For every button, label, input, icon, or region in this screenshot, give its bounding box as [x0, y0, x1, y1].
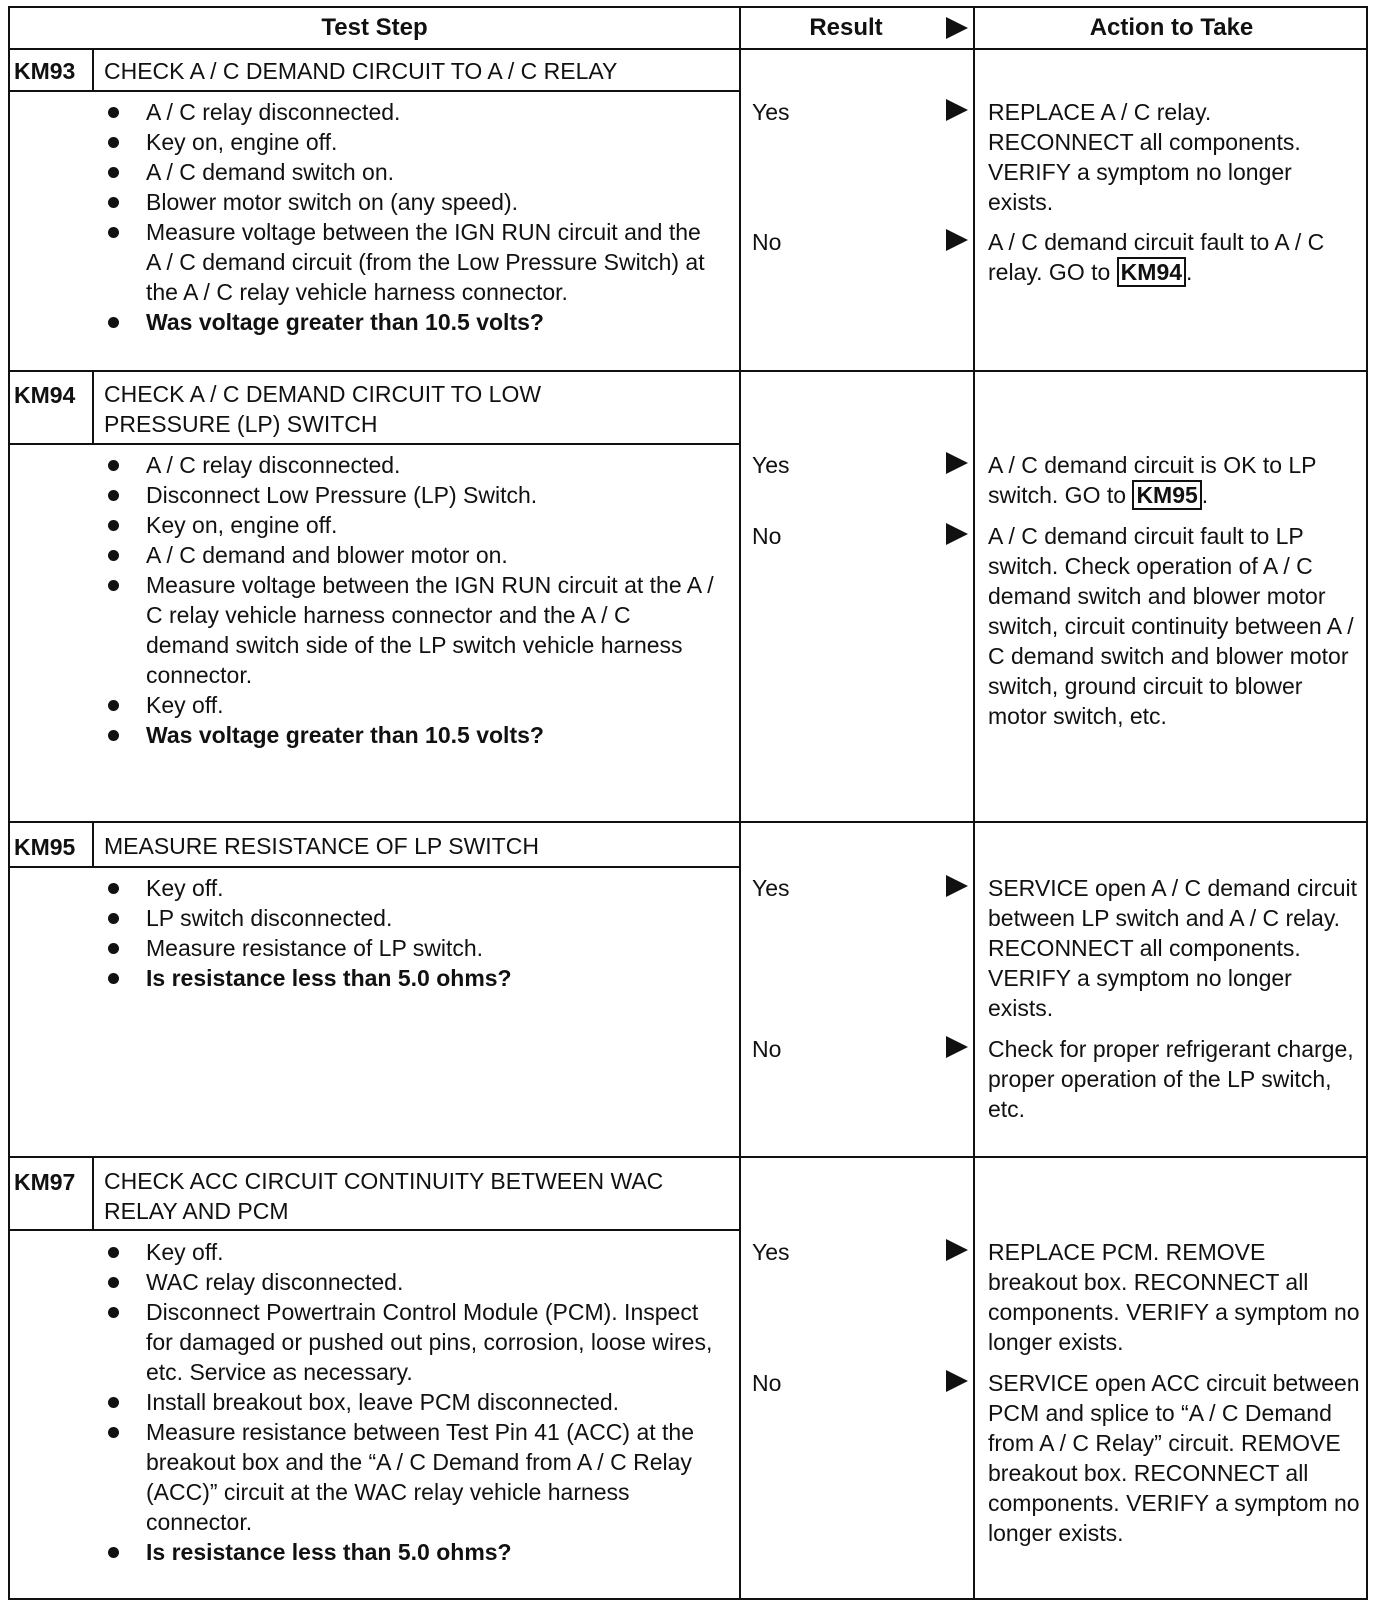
list-item: WAC relay disconnected.	[104, 1267, 714, 1297]
result-no: No	[752, 523, 782, 549]
step-question: Was voltage greater than 10.5 volts?	[104, 720, 714, 750]
step-id-divider	[92, 370, 94, 444]
action-no: Check for proper refrigerant charge, proper operation of the LP switch, etc.	[988, 1036, 1354, 1122]
step-id: KM94	[14, 382, 76, 408]
list-item: LP switch disconnected.	[104, 903, 714, 933]
action-yes	[988, 450, 1360, 510]
step-bullets	[104, 873, 714, 993]
step-id-divider	[92, 1156, 94, 1230]
list-item: A / C demand and blower motor on.	[104, 540, 714, 570]
action-text: A / C demand circuit fault to A / C relay. GO to	[988, 229, 1325, 285]
list-item: Key off.	[104, 873, 714, 903]
list-item: Key on, engine off.	[104, 127, 714, 157]
list-item: Blower motor switch on (any speed).	[104, 187, 714, 217]
list-item: Disconnect Low Pressure (LP) Switch.	[104, 480, 714, 510]
step-divider	[8, 821, 1368, 823]
action-yes: REPLACE PCM. REMOVE breakout box. RECONNECT all components. VERIFY a symptom no longer exists.	[988, 1239, 1360, 1355]
step-title: CHECK A / C DEMAND CIRCUIT TO A / C RELAY	[104, 58, 618, 84]
step-title-divider	[8, 443, 739, 445]
result-yes: Yes	[752, 99, 790, 125]
step-id: KM93	[14, 58, 76, 84]
action-text: .	[1201, 482, 1209, 508]
list-item: Key off.	[104, 690, 714, 720]
step-reference-link[interactable]: KM95	[1132, 480, 1201, 510]
step-id: KM97	[14, 1169, 76, 1195]
header-result: Result	[809, 14, 883, 41]
result-yes: Yes	[752, 452, 790, 478]
col-divider-result	[739, 6, 741, 1600]
step-reference-link[interactable]: KM94	[1117, 257, 1186, 287]
step-title: CHECK A / C DEMAND CIRCUIT TO LOW PRESSURE (LP) SWITCH	[104, 381, 542, 437]
arrow-icon	[946, 1239, 968, 1261]
list-item: Measure voltage between the IGN RUN circuit at the A / C relay vehicle harness connector and the A / C demand switch side of the LP switch vehicle harness connector.	[104, 570, 714, 690]
arrow-icon	[946, 452, 968, 474]
action-no: SERVICE open ACC circuit between PCM and splice to “A / C Demand from A / C Relay” circuit. REMOVE breakout box. RECONNECT all components. VERIFY a symptom no longer exists.	[988, 1370, 1360, 1546]
step-question: Is resistance less than 5.0 ohms?	[104, 1537, 714, 1567]
step-bullets	[104, 450, 714, 750]
step-bullets	[104, 1237, 714, 1567]
step-id-divider	[92, 821, 94, 867]
list-item: A / C relay disconnected.	[104, 97, 714, 127]
action-no	[988, 227, 1360, 287]
step-id-divider	[92, 48, 94, 90]
action-yes: REPLACE A / C relay. RECONNECT all components. VERIFY a symptom no longer exists.	[988, 99, 1301, 215]
header-divider	[8, 48, 1368, 50]
action-no: A / C demand circuit fault to LP switch. Check operation of A / C demand switch and blower motor switch, circuit continuity between A / C demand switch and blower motor switch, ground circuit to blower motor switch, etc.	[988, 523, 1354, 729]
arrow-icon	[946, 99, 968, 121]
step-divider	[8, 1156, 1368, 1158]
action-text: .	[1186, 259, 1193, 285]
result-no: No	[752, 1370, 782, 1396]
list-item: A / C demand switch on.	[104, 157, 714, 187]
step-title: MEASURE RESISTANCE OF LP SWITCH	[104, 833, 539, 859]
step-title-divider	[8, 1229, 739, 1231]
step-question: Is resistance less than 5.0 ohms?	[104, 963, 714, 993]
list-item: Disconnect Powertrain Control Module (PCM). Inspect for damaged or pushed out pins, corrosion, loose wires, etc. Service as necessary.	[104, 1297, 714, 1387]
action-text: A / C demand circuit is OK to LP switch. GO to	[988, 452, 1317, 508]
header-test-step: Test Step	[321, 14, 428, 41]
arrow-icon	[946, 875, 968, 897]
arrow-icon	[946, 229, 968, 251]
result-yes: Yes	[752, 875, 790, 901]
col-divider-action	[973, 6, 975, 1600]
step-title-divider	[8, 90, 739, 92]
list-item: Measure voltage between the IGN RUN circuit and the A / C demand circuit (from the Low Pressure Switch) at the A / C relay vehicle harness connector.	[104, 217, 714, 307]
result-no: No	[752, 229, 782, 255]
list-item: Key off.	[104, 1237, 714, 1267]
list-item: Measure resistance of LP switch.	[104, 933, 714, 963]
action-yes: SERVICE open A / C demand circuit between LP switch and A / C relay. RECONNECT all components. VERIFY a symptom no longer exists.	[988, 875, 1358, 1021]
step-divider	[8, 370, 1368, 372]
result-yes: Yes	[752, 1239, 790, 1265]
step-title: CHECK ACC CIRCUIT CONTINUITY BETWEEN WAC RELAY AND PCM	[104, 1168, 664, 1224]
list-item: Measure resistance between Test Pin 41 (ACC) at the breakout box and the “A / C Demand from A / C Relay (ACC)” circuit at the WAC relay vehicle harness connector.	[104, 1417, 714, 1537]
arrow-icon	[946, 1036, 968, 1058]
result-no: No	[752, 1036, 782, 1062]
arrow-icon	[946, 523, 968, 545]
step-title-divider	[8, 866, 739, 868]
arrow-icon	[946, 1370, 968, 1392]
step-question: Was voltage greater than 10.5 volts?	[104, 307, 714, 337]
step-bullets	[104, 97, 714, 337]
list-item: Install breakout box, leave PCM disconnected.	[104, 1387, 714, 1417]
step-id: KM95	[14, 834, 76, 860]
header-action: Action to Take	[1089, 14, 1254, 41]
list-item: A / C relay disconnected.	[104, 450, 714, 480]
header-arrow-icon	[946, 17, 968, 39]
list-item: Key on, engine off.	[104, 510, 714, 540]
